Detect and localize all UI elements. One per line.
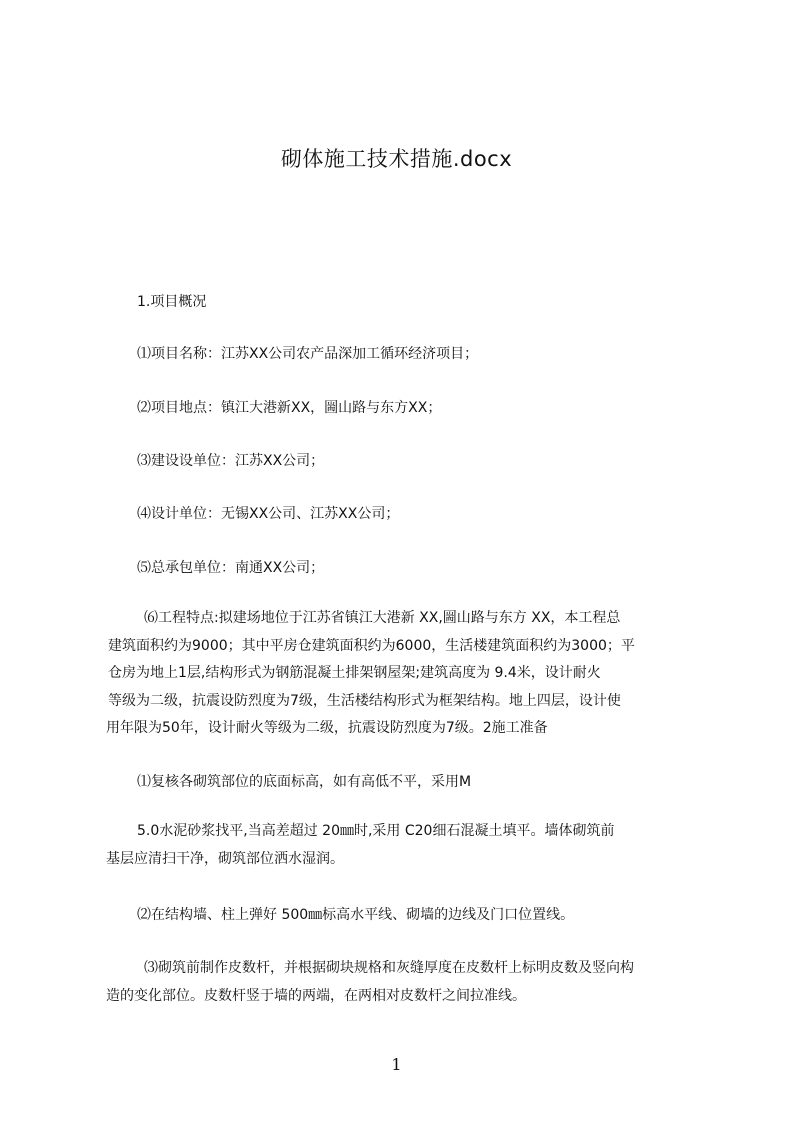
paragraph-line: ⑹工程特点:拟建场地位于江苏省镇江大港新 XX,圌山路与东方 XX，本工程总 [144, 610, 621, 626]
item-project-name: ⑴项目名称：江苏XX公司农产品深加工循环经济项目； [137, 346, 479, 362]
item-contractor: ⑸总承包单位：南通XX公司； [137, 560, 325, 576]
item-project-location: ⑵项目地点：镇江大港新XX，圌山路与东方XX； [137, 400, 442, 416]
section-heading-project-overview: 1.项目概况 [137, 294, 207, 310]
document-title: 砌体施工技术措施.docx [280, 147, 513, 171]
item-project-features [106, 605, 696, 743]
paragraph-line: 5.0水泥砂浆找平,当高差超过 20㎜时,采用 C20细石混凝土填平。墙体砌筑前 [137, 823, 615, 839]
prep-item-elevation-check: ⑴复核各砌筑部位的底面标高，如有高低不平，采用M [137, 774, 472, 790]
page-number: 1 [391, 1055, 402, 1074]
item-designer: ⑷设计单位：无锡XX公司、江苏XX公司； [137, 506, 400, 522]
item-client: ⑶建设设单位：江苏XX公司； [137, 453, 325, 469]
paragraph-line: 等级为二级，抗震设防烈度为7级，生活楼结构形式为框架结构。地上四层，设计使 [108, 692, 621, 709]
paragraph-line: 仓房为地上1层,结构形式为钢筋混凝土排架钢屋架;建筑高度为 9.4米，设计耐火 [108, 665, 601, 681]
paragraph-line: 造的变化部位。皮数杆竖于墙的两端，在两相对皮数杆之间拉准线。 [106, 987, 526, 1004]
prep-item-snap-lines: ⑵在结构墙、柱上弹好 500㎜标高水平线、砌墙的边线及门口位置线。 [137, 907, 575, 923]
paragraph-line: ⑶砌筑前制作皮数杆，并根据砌块规格和灰缝厚度在皮数杆上标明皮数及竖向构 [144, 960, 634, 976]
prep-item-elevation-check-continued [106, 818, 696, 873]
paragraph-line: 基层应清扫干净，砌筑部位洒水湿润。 [106, 850, 344, 867]
prep-item-story-pole [106, 955, 696, 1010]
paragraph-line: 建筑面积约为9000；其中平房仓建筑面积约为6000，生活楼建筑面积约为3000；平 [108, 637, 635, 654]
paragraph-line: 用年限为50年，设计耐火等级为二级，抗震设防烈度为7级。2施工准备 [106, 720, 548, 736]
